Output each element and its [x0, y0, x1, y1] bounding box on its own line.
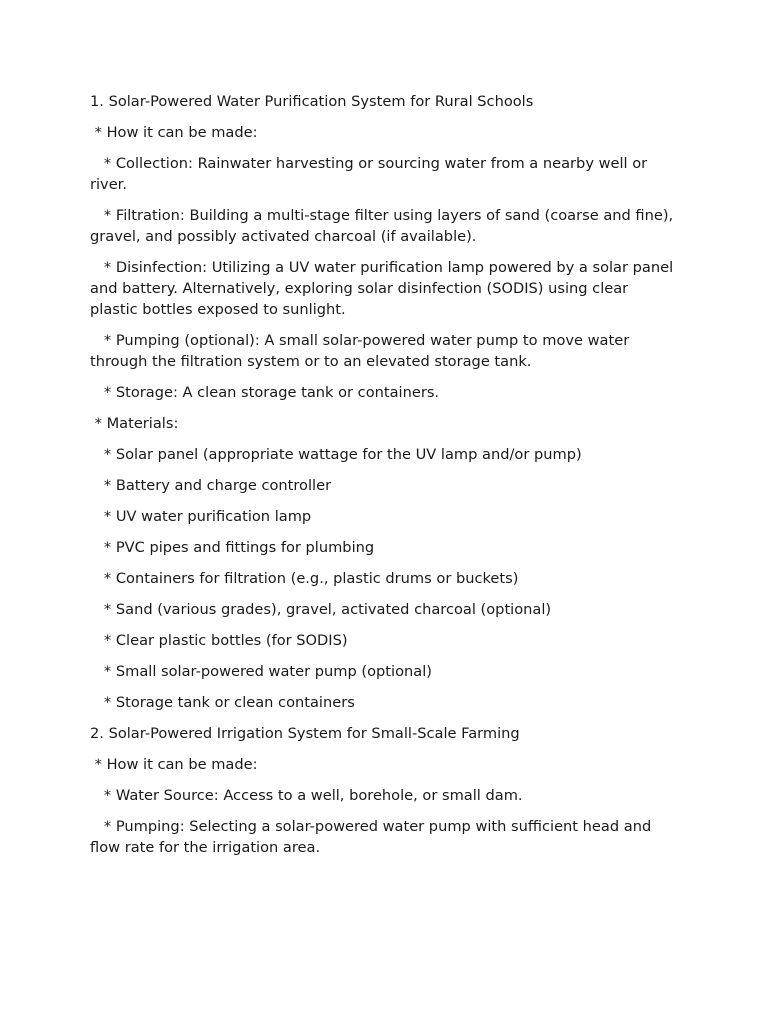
subheading-how-made-2: * How it can be made:: [90, 756, 258, 773]
subheading-materials: * Materials:: [90, 415, 179, 432]
list-item-storage: * Storage: A clean storage tank or containers.: [90, 384, 440, 401]
list-item-filtration: * Filtration: Building a multi-stage filter using layers of sand (coarse and fine), gravel, and possibly activated charcoal (if available).: [90, 207, 678, 245]
material-water-pump: * Small solar-powered water pump (optional): [90, 663, 432, 680]
list-item-collection: * Collection: Rainwater harvesting or sourcing water from a nearby well or river.: [90, 155, 652, 193]
list-item-pumping-optional: * Pumping (optional): A small solar-powered water pump to move water through the filtration system or to an elevated storage tank.: [90, 332, 634, 370]
material-solar-panel: * Solar panel (appropriate wattage for the UV lamp and/or pump): [90, 446, 582, 463]
section-heading-1: 1. Solar-Powered Water Purification System for Rural Schools: [90, 93, 534, 110]
material-battery: * Battery and charge controller: [90, 477, 332, 494]
section-heading-2: 2. Solar-Powered Irrigation System for Small-Scale Farming: [90, 725, 520, 742]
list-item-disinfection: * Disinfection: Utilizing a UV water purification lamp powered by a solar panel and battery. Alternatively, exploring solar disinfection (SODIS) using clear plastic bottles exposed to sunlight.: [90, 259, 678, 318]
document-body: [90, 91, 680, 868]
material-storage-tank: * Storage tank or clean containers: [90, 694, 355, 711]
material-plastic-bottles: * Clear plastic bottles (for SODIS): [90, 632, 348, 649]
list-item-water-source: * Water Source: Access to a well, borehole, or small dam.: [90, 787, 523, 804]
subheading-how-made-1: * How it can be made:: [90, 124, 258, 141]
list-item-pumping: * Pumping: Selecting a solar-powered water pump with sufficient head and flow rate for the irrigation area.: [90, 818, 656, 856]
material-sand-gravel: * Sand (various grades), gravel, activated charcoal (optional): [90, 601, 552, 618]
material-containers: * Containers for filtration (e.g., plastic drums or buckets): [90, 570, 519, 587]
material-pvc-pipes: * PVC pipes and fittings for plumbing: [90, 539, 375, 556]
material-uv-lamp: * UV water purification lamp: [90, 508, 312, 525]
